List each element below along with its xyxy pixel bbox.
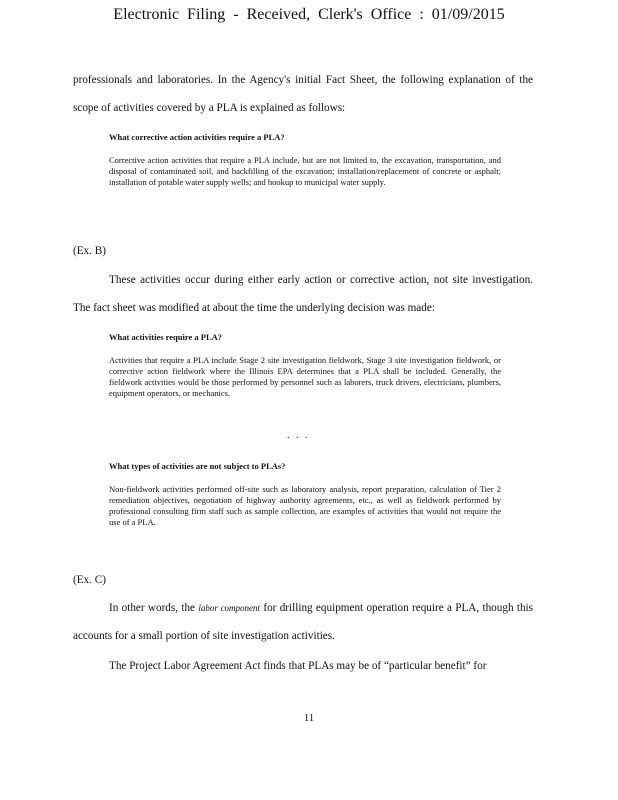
paragraph-fact-sheet-intro: professionals and laboratories. In the Agency's initial Fact Sheet, the following explanation of the scope of activities covered by a PLA is explained as follows: <box>73 74 533 114</box>
quote-answer-2: Activities that require a PLA include Stage 2 site investigation fieldwork, Stage 3 site investigation fieldwork, or corrective action fieldwork where the Illinois EPA determines that a PLA shall be included. Generally, the fieldwork activities would be those performed by personnel such as laborers, truck drivers, electricians, plumbers, equipment operators, or mechanics. <box>109 355 501 398</box>
paragraph-activities: These activities occur during either early action or corrective action, not site investigation. The fact sheet was modified at about the time the underlying decision was made: <box>73 274 533 314</box>
paragraph-labor-component-post: for drilling equipment operation require a PLA, though this accounts for a small portion of site investigation activities. <box>73 602 533 642</box>
quote-question-1: What corrective action activities require a PLA? <box>109 132 285 142</box>
ellipsis: . . . <box>287 430 310 441</box>
quote-block-3 <box>109 461 501 528</box>
quote-block-1 <box>109 132 501 188</box>
labor-component-emphasis: labor component <box>198 603 261 613</box>
quote-block-2 <box>109 332 501 399</box>
page-number: 11 <box>303 712 315 724</box>
paragraph-pla-act: The Project Labor Agreement Act finds that PLAs may be of “particular benefit” for <box>109 660 487 672</box>
paragraph-labor-component <box>73 594 533 650</box>
quote-answer-3: Non-fieldwork activities performed off-site such as laboratory analysis, report preparation, calculation of Tier 2 remediation objectives, negotiation of highway authority agreements, etc., as well as fieldwork performed by professional consulting firm staff such as sample collection, are examples of activities that would not require the use of a PLA. <box>109 484 501 527</box>
quote-answer-1: Corrective action activities that require a PLA include, but are not limited to, the excavation, transportation, and disposal of contaminated soil, and backfilling of the excavation; installation/replacement of concrete or asphalt; installation of potable water supply wells; and hookup to municipal water supply. <box>109 155 501 187</box>
quote-question-3: What types of activities are not subject to PLAs? <box>109 461 286 471</box>
exhibit-label-c: (Ex. C) <box>73 574 106 586</box>
filing-header: Electronic Filing - Received, Clerk's Office : 01/09/2015 <box>113 6 505 23</box>
paragraph-labor-component-pre: In other words, the <box>109 602 199 614</box>
exhibit-label-b: (Ex. B) <box>73 245 106 257</box>
quote-question-2: What activities require a PLA? <box>109 332 223 342</box>
